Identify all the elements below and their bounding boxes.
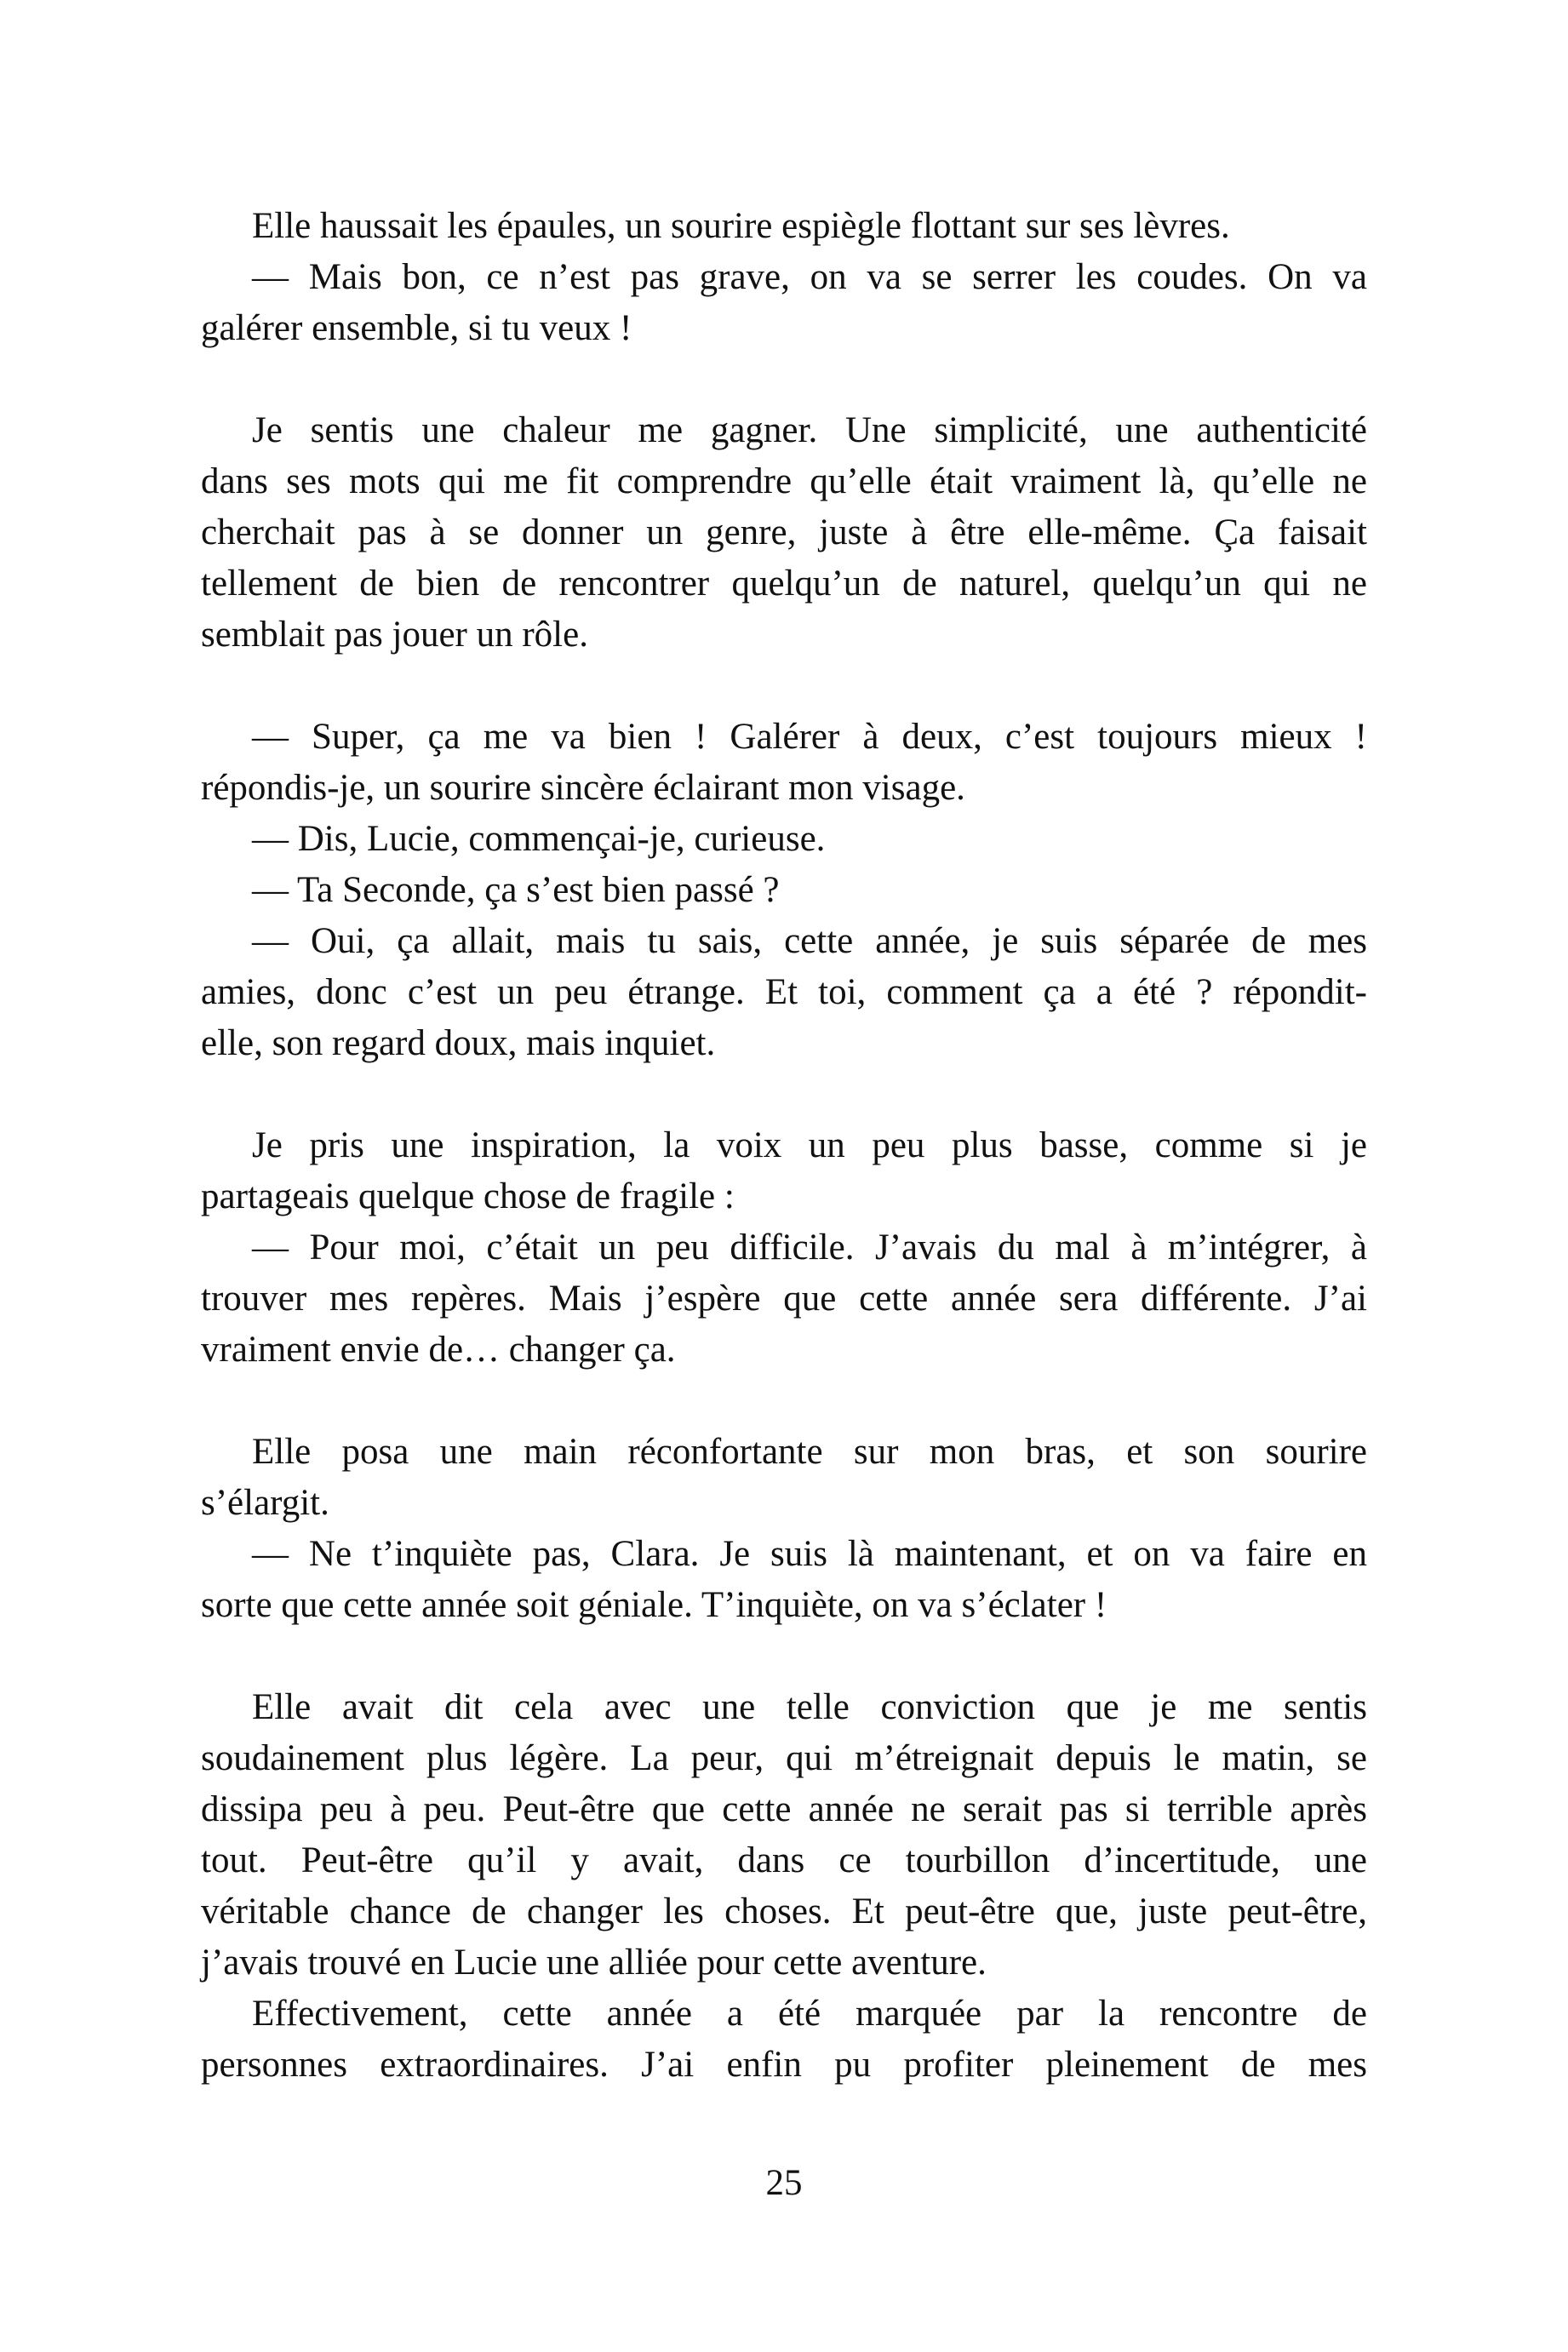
text-line: galérer ensemble, si tu veux ! xyxy=(201,308,632,348)
page-number: 25 xyxy=(765,2163,803,2203)
text-line: — Pour moi, c’était un peu difficile. J’avais du mal à m’intégrer, à xyxy=(252,1228,1367,1268)
text-line: — Mais bon, ce n’est pas grave, on va se serrer les coudes. On va xyxy=(252,257,1367,297)
text-line: Je pris une inspiration, la voix un peu plus basse, comme si je xyxy=(252,1125,1367,1165)
text-line: s’élargit. xyxy=(201,1483,329,1523)
paragraph-gap xyxy=(201,1069,1367,1120)
text-line: tellement de bien de rencontrer quelqu’un de naturel, quelqu’un qui ne xyxy=(201,564,1367,604)
text-line: j’avais trouvé en Lucie une alliée pour cette aventure. xyxy=(201,1943,987,1983)
text-line: cherchait pas à se donner un genre, juste à être elle-même. Ça faisait xyxy=(201,512,1367,552)
text-line: semblait pas jouer un rôle. xyxy=(201,615,588,655)
text-line: soudainement plus légère. La peur, qui m’étreignait depuis le matin, se xyxy=(201,1738,1367,1778)
text-line: Elle posa une main réconfortante sur mon bras, et son sourire xyxy=(252,1432,1367,1472)
text-line: partageais quelque chose de fragile : xyxy=(201,1176,735,1216)
text-line: Elle avait dit cela avec une telle conviction que je me sentis xyxy=(252,1687,1367,1727)
text-line: véritable chance de changer les choses. Et peut-être que, juste peut-être, xyxy=(201,1891,1367,1931)
text-line: dans ses mots qui me fit comprendre qu’elle était vraiment là, qu’elle ne xyxy=(201,461,1367,501)
text-line: amies, donc c’est un peu étrange. Et toi, comment ça a été ? répondit- xyxy=(201,972,1367,1012)
text-line: tout. Peut-être qu’il y avait, dans ce tourbillon d’incertitude, une xyxy=(201,1840,1367,1880)
paragraph-gap xyxy=(201,354,1367,405)
text-line: — Ne t’inquiète pas, Clara. Je suis là maintenant, et on va faire en xyxy=(252,1534,1367,1574)
text-line: — Super, ça me va bien ! Galérer à deux, c’est toujours mieux ! xyxy=(252,717,1367,757)
paragraph-gap xyxy=(201,661,1367,712)
text-line: vraiment envie de… changer ça. xyxy=(201,1330,676,1370)
text-line: répondis-je, un sourire sincère éclairant mon visage. xyxy=(201,768,965,808)
paragraph-gap xyxy=(201,1376,1367,1427)
text-line: Je sentis une chaleur me gagner. Une simplicité, une authenticité xyxy=(252,410,1367,450)
paragraph-gap xyxy=(201,1631,1367,1682)
text-line: — Ta Seconde, ça s’est bien passé ? xyxy=(252,870,780,910)
text-line: sorte que cette année soit géniale. T’inquiète, on va s’éclater ! xyxy=(201,1585,1107,1625)
text-line: elle, son regard doux, mais inquiet. xyxy=(201,1023,716,1063)
text-line: Elle haussait les épaules, un sourire espiègle flottant sur ses lèvres. xyxy=(252,206,1230,246)
text-line: trouver mes repères. Mais j’espère que cette année sera différente. J’ai xyxy=(201,1279,1367,1319)
text-line: personnes extraordinaires. J’ai enfin pu profiter pleinement de mes xyxy=(201,2045,1367,2085)
text-line: Effectivement, cette année a été marquée par la rencontre de xyxy=(252,1994,1367,2034)
text-line: dissipa peu à peu. Peut-être que cette année ne serait pas si terrible après xyxy=(201,1789,1367,1829)
text-line: — Oui, ça allait, mais tu sais, cette année, je suis séparée de mes xyxy=(252,921,1367,961)
text-line: — Dis, Lucie, commençai-je, curieuse. xyxy=(252,819,826,859)
body-text xyxy=(201,201,1367,2091)
